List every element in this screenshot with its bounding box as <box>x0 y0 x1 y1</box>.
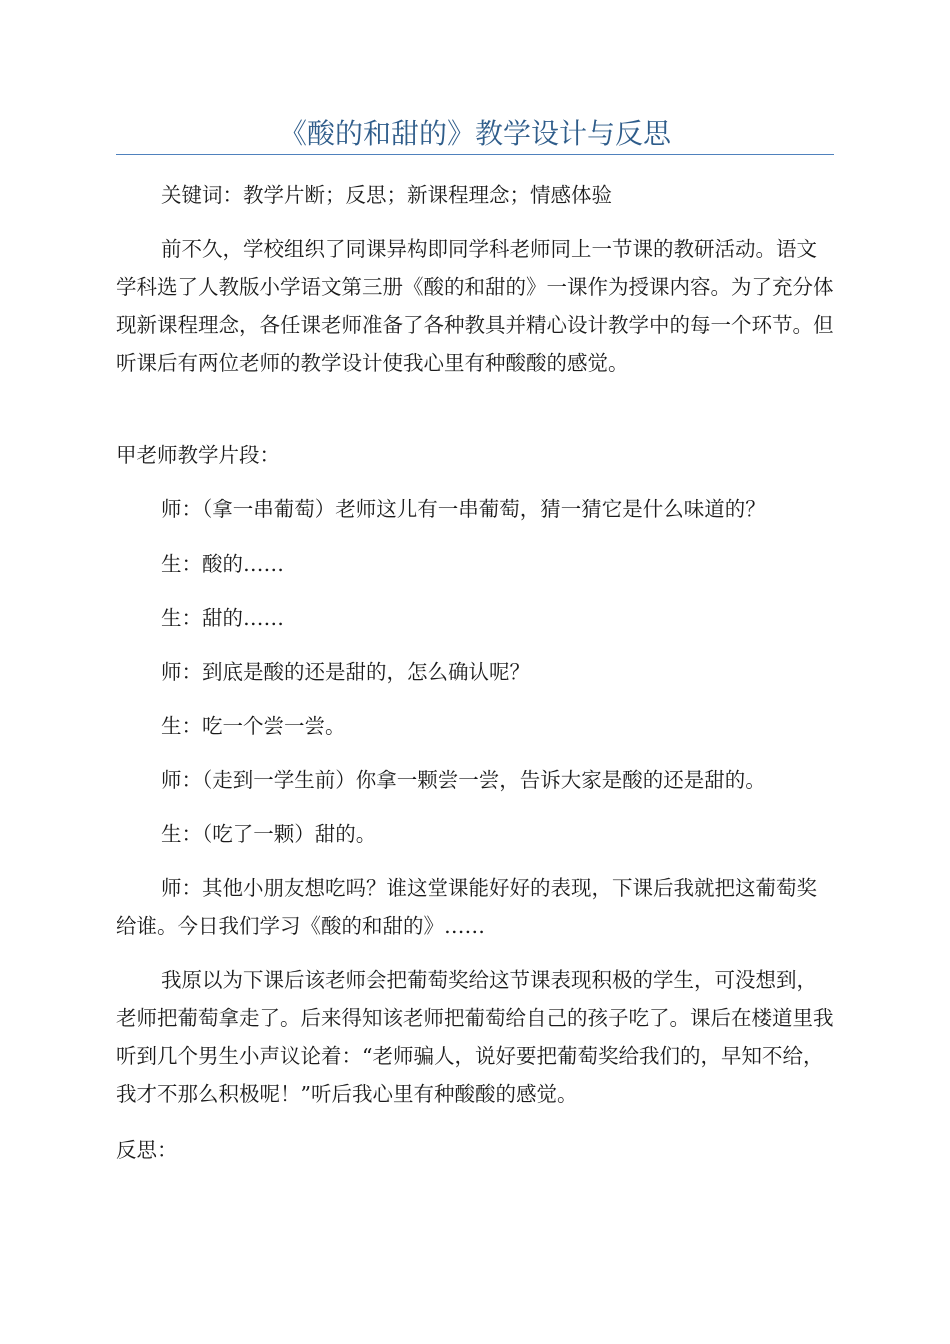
keywords-paragraph: 关键词：教学片断；反思；新课程理念；情感体验 <box>161 183 612 207</box>
dialogue-line: 生：吃一个尝一尝。 <box>161 714 346 738</box>
page-title: 《酸的和甜的》教学设计与反思 <box>278 117 671 150</box>
dialogue-line: 师：（拿一串葡萄）老师这儿有一串葡萄，猜一猜它是什么味道的？ <box>161 497 766 521</box>
intro-paragraph: 前不久，学校组织了同课异构即同学科老师同上一节课的教研活动。语文学科选了人教版小学语文第三册《酸的和甜的》一课作为授课内容。为了充分体现新课程理念，各任课老师准备了各种教具并精心设计教学中的每一个环节。但听课后有两位老师的教学设计使我心里有种酸酸的感觉。 <box>116 237 834 375</box>
dialogue-line: 师：其他小朋友想吃吗？谁这堂课能好好的表现，下课后我就把这葡萄奖给谁。今日我们学习《酸的和甜的》…… <box>116 876 817 938</box>
reflection-heading: 反思： <box>116 1138 178 1162</box>
observation-paragraph: 我原以为下课后该老师会把葡萄奖给这节课表现积极的学生，可没想到，老师把葡萄拿走了。后来得知该老师把葡萄给自己的孩子吃了。课后在楼道里我听到几个男生小声议论着：“老师骗人，说好要把葡萄奖给我们的，早知不给，我才不那么积极呢！”听后我心里有种酸酸的感觉。 <box>116 968 834 1106</box>
dialogue-line: 生：（吃了一颗）甜的。 <box>161 822 377 846</box>
dialogue-line: 师：到底是酸的还是甜的，怎么确认呢？ <box>161 660 530 684</box>
segment-heading: 甲老师教学片段： <box>116 443 280 467</box>
dialogue-line: 师：（走到一学生前）你拿一颗尝一尝，告诉大家是酸的还是甜的。 <box>161 768 766 792</box>
dialogue-line: 生：甜的…… <box>161 606 284 630</box>
dialogue-line: 生：酸的…… <box>161 552 284 576</box>
title-underline <box>116 154 834 155</box>
